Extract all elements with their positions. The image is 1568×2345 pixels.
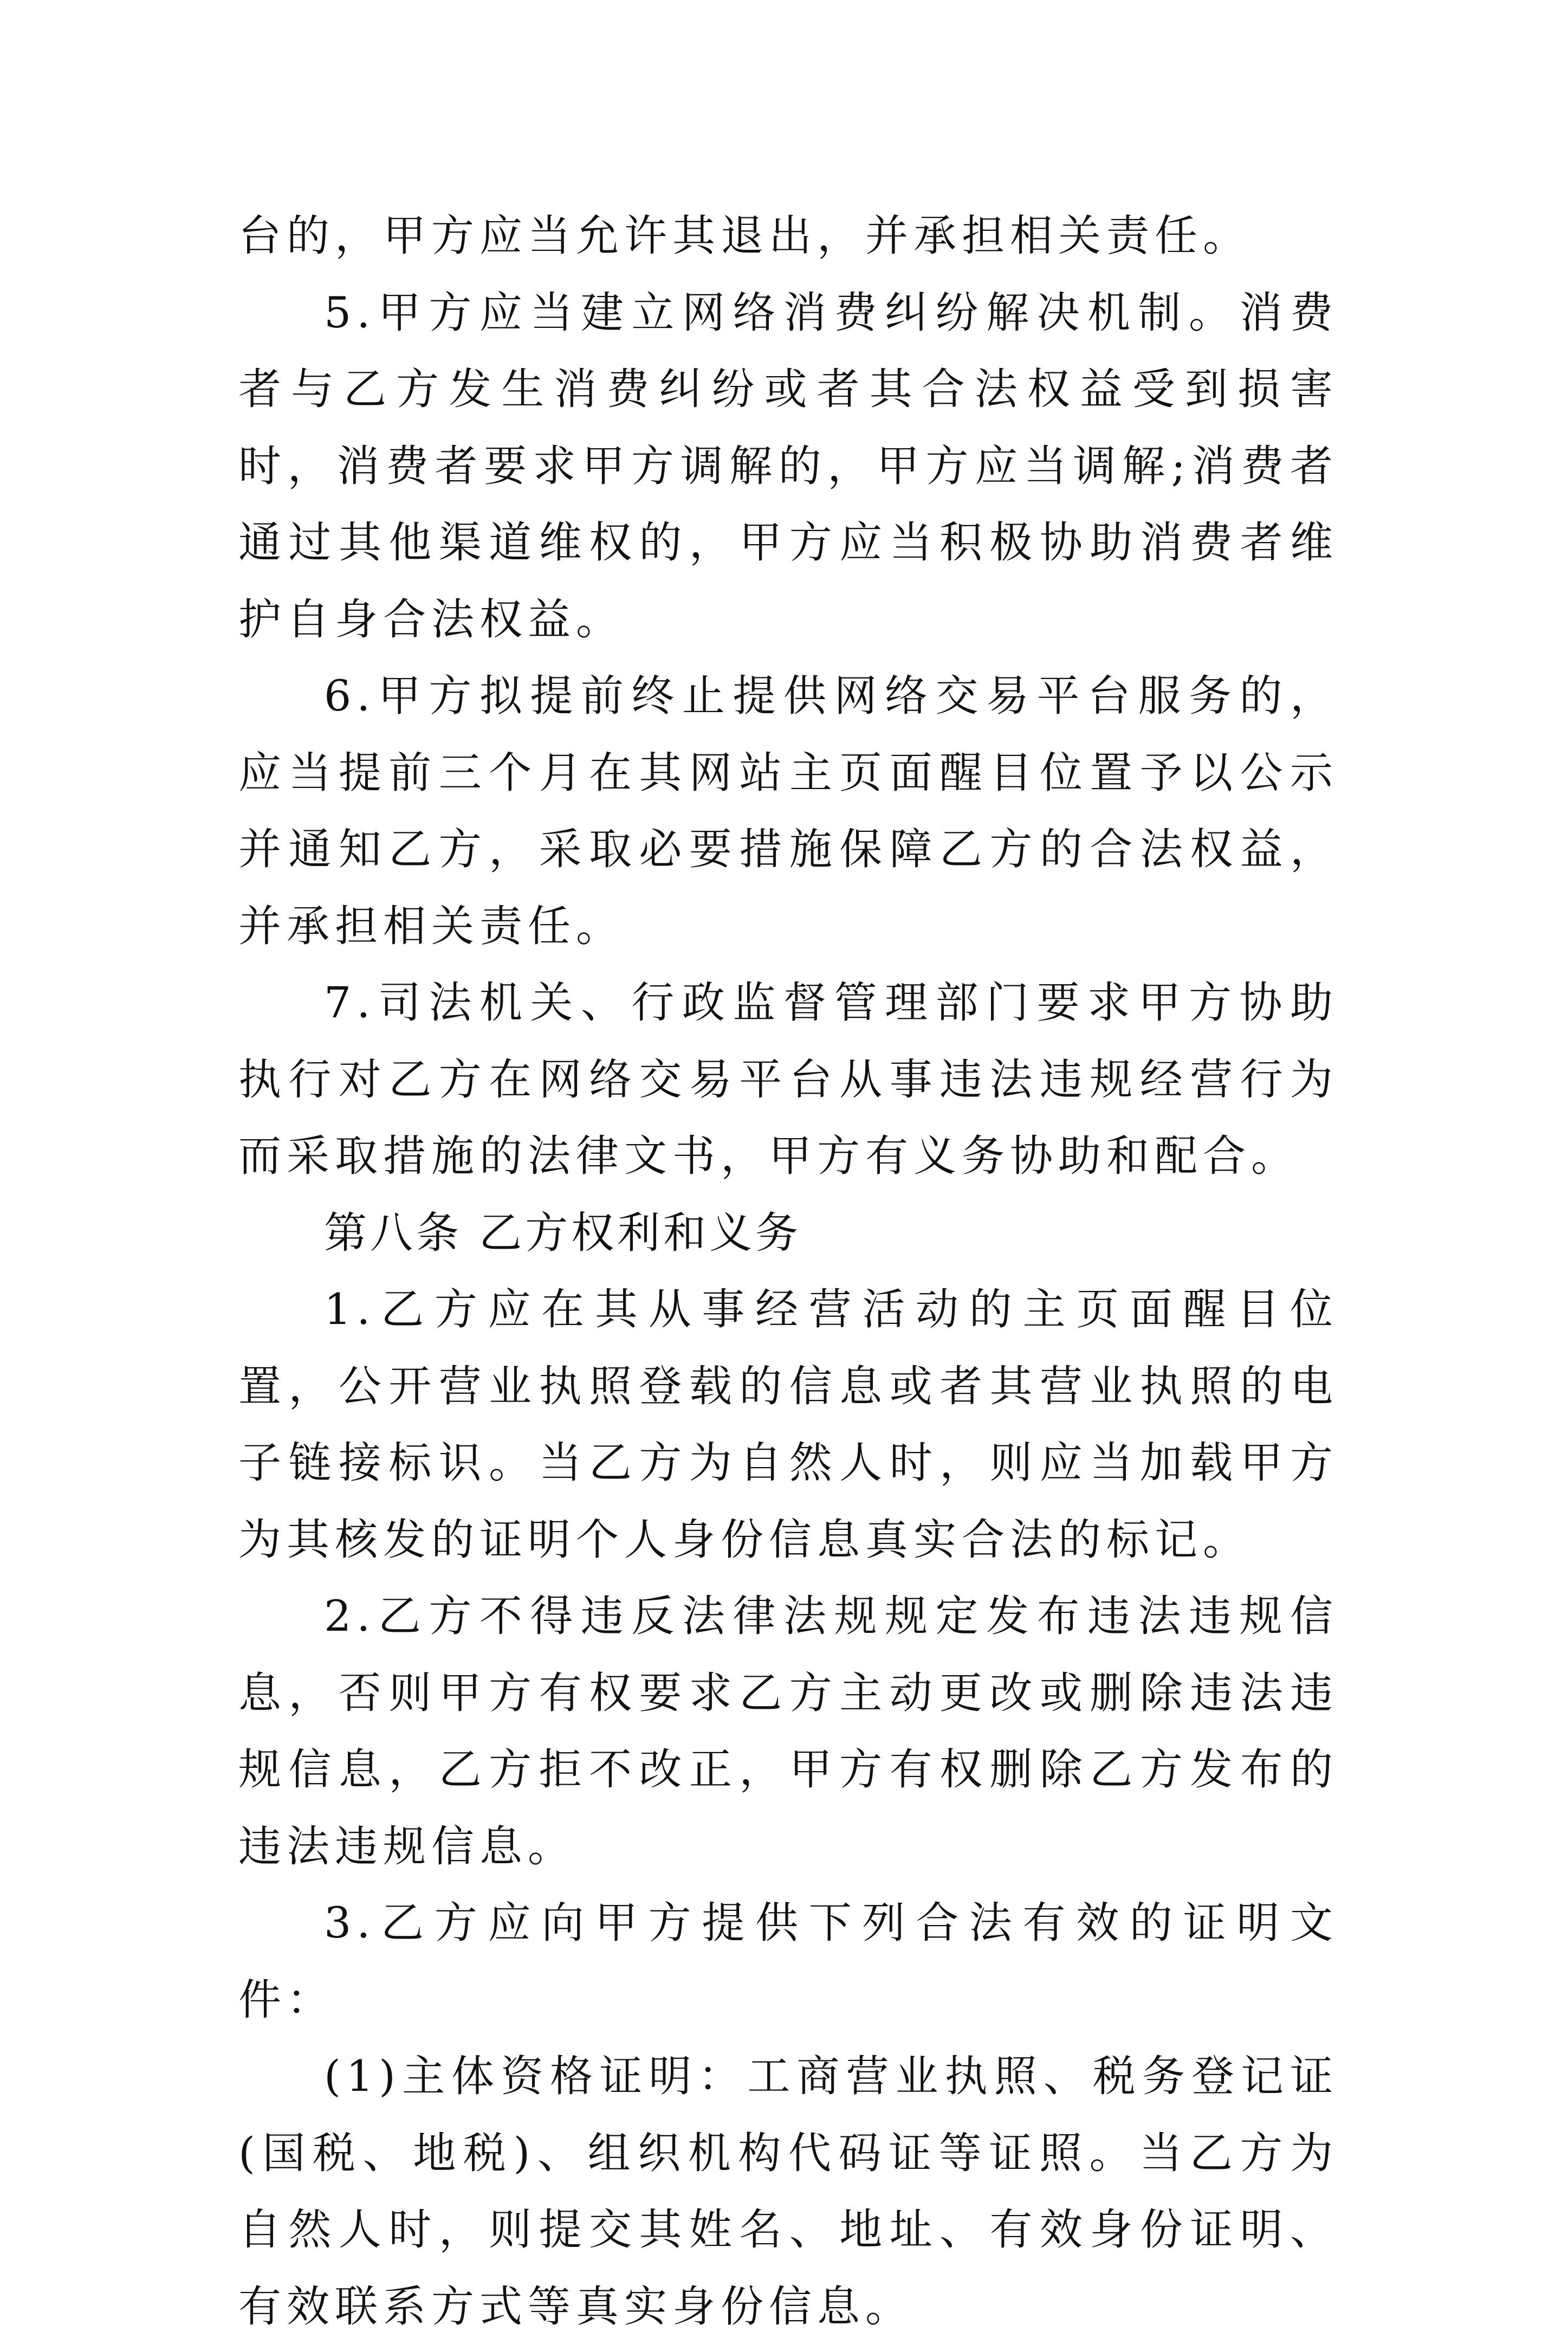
paragraph-continuation: 台的，甲方应当允许其退出，并承担相关责任。	[238, 211, 1251, 261]
paragraph-item-5: 5.甲方应当建立网络消费纠纷解决机制。消费者与乙方发生消费纠纷或者其合法权益受到损害时，消费者要求甲方调解的，甲方应当调解;消费者通过其他渠道维权的，甲方应当积极协助消费者维护自身合法权益。	[238, 287, 1338, 644]
paragraph-a8-item-3: 3.乙方应向甲方提供下列合法有效的证明文件：	[238, 1898, 1338, 2025]
paragraph-item-6: 6.甲方拟提前终止提供网络交易平台服务的，应当提前三个月在其网站主页面醒目位置予以公示并通知乙方，采取必要措施保障乙方的合法权益，并承担相关责任。	[238, 671, 1338, 951]
paragraph-a8-item-3-1: (1)主体资格证明：工商营业执照、税务登记证(国税、地税)、组织机构代码证等证照。当乙方为自然人时，则提交其姓名、地址、有效身份证明、有效联系方式等真实身份信息。	[238, 2051, 1338, 2331]
document-body	[238, 198, 1338, 2345]
paragraph-a8-item-1: 1.乙方应在其从事经营活动的主页面醒目位置，公开营业执照登载的信息或者其营业执照的电子链接标识。当乙方为自然人时，则应当加载甲方为其核发的证明个人身份信息真实合法的标记。	[238, 1284, 1338, 1565]
article-8-heading: 第八条 乙方权利和义务	[324, 1207, 802, 1258]
paragraph-item-7: 7.司法机关、行政监督管理部门要求甲方协助执行对乙方在网络交易平台从事违法违规经营行为而采取措施的法律文书，甲方有义务协助和配合。	[238, 978, 1338, 1181]
paragraph-a8-item-2: 2.乙方不得违反法律法规规定发布违法违规信息，否则甲方有权要求乙方主动更改或删除违法违规信息，乙方拒不改正，甲方有权删除乙方发布的违法违规信息。	[238, 1591, 1338, 1871]
